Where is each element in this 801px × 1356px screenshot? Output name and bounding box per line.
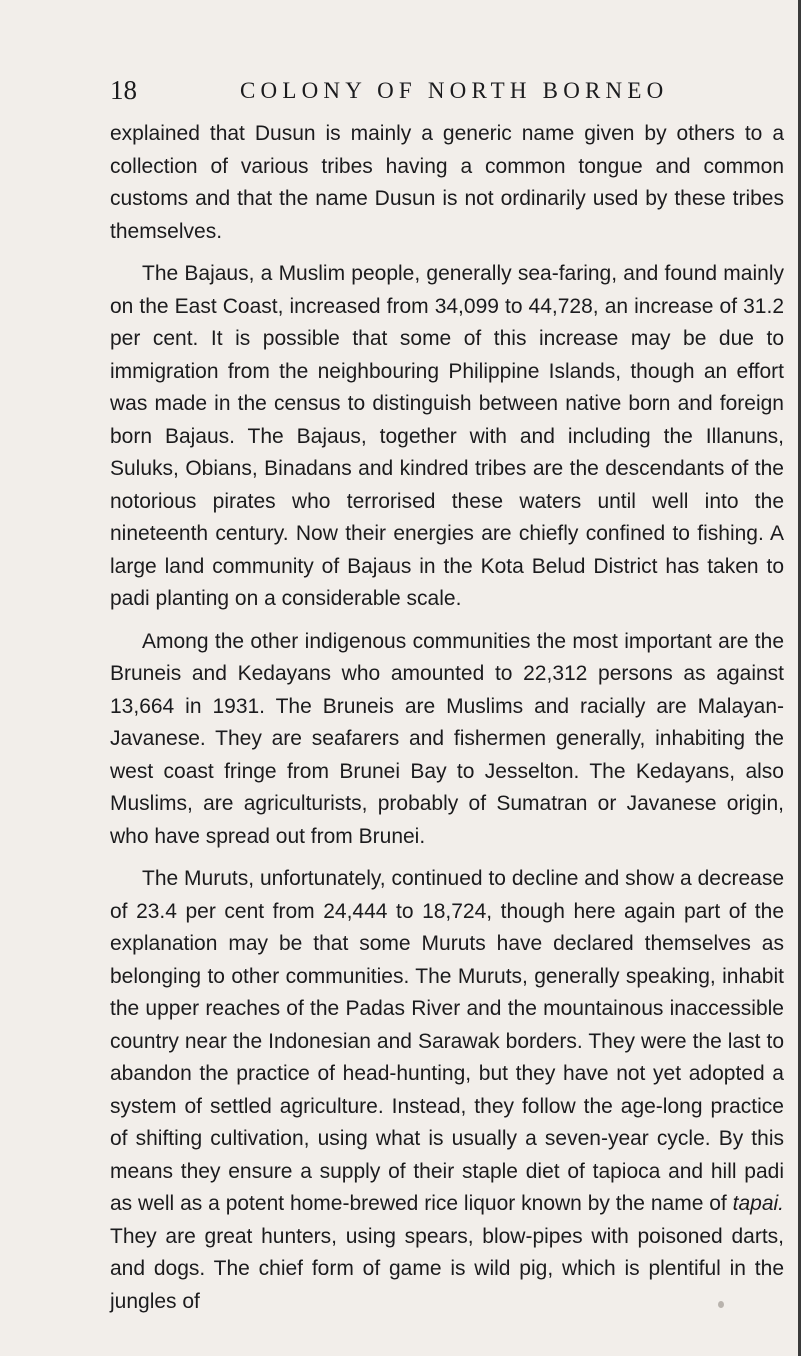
paper-speck xyxy=(718,1301,724,1308)
muruts-text-after: They are great hunters, using spears, blow-pipes with poisoned darts, and dogs. The chief form of game is wild pig, which is plentiful in the jungles of xyxy=(110,1224,784,1313)
page-header xyxy=(110,74,750,108)
running-head: COLONY OF NORTH BORNEO xyxy=(240,78,669,103)
paragraph-muruts xyxy=(110,863,784,1318)
paragraph-bajaus: The Bajaus, a Muslim people, generally sea-faring, and found mainly on the East Coast, increased from 34,099 to 44,728, an increase of 31.2 per cent. It is possible that some of this increase may be due to immigration from the neighbouring Philippine Islands, though an effort was made in the census to distinguish between native born and foreign born Bajaus. The Bajaus, together with and including the Illanuns, Suluks, Obians, Binadans and kindred tribes are the descendants of the notorious pirates who terrorised these waters until well into the nineteenth century. Now their energies are chiefly confined to fishing. A large land community of Bajaus in the Kota Belud District has taken to padi planting on a considerable scale. xyxy=(110,262,784,610)
page-number: 18 xyxy=(110,75,137,105)
paragraph-dusun-continued: explained that Dusun is mainly a generic name given by others to a collection of various tribes having a common tongue and common customs and that the name Dusun is not ordinarily used by these tribes themselves. xyxy=(110,122,784,243)
italic-term-tapai: tapai. xyxy=(732,1192,784,1215)
paragraph-bruneis-kedayans: Among the other indigenous communities the most important are the Bruneis and Kedayans who amounted to 22,312 persons as against 13,664 in 1931. The Bruneis are Muslims and racially are Malayan-Javanese. They are seafarers and fishermen generally, inhabiting the west coast fringe from Brunei Bay to Jesselton. The Kedayans, also Muslims, are agriculturists, probably of Sumatran or Javanese origin, who have spread out from Brunei. xyxy=(110,629,784,848)
muruts-text-before: The Muruts, unfortunately, continued to decline and show a decrease of 23.4 per cent from 24,444 to 18,724, though here again part of the explanation may be that some Muruts have declared themselves as belonging to other communities. The Muruts, generally speaking, inhabit the upper reaches of the Padas River and the mountainous inaccessible country near the Indonesian and Sarawak borders. They were the last to abandon the practice of head-hunting, but they have not yet adopted a system of settled agriculture. Instead, they follow the age-long practice of shifting cultivation, using what is usually a seven-year cycle. By this means they ensure a supply of their staple diet of tapioca and hill padi as well as a potent home-brewed rice liquor known by the name of xyxy=(110,867,784,1215)
body-text xyxy=(110,118,784,1318)
